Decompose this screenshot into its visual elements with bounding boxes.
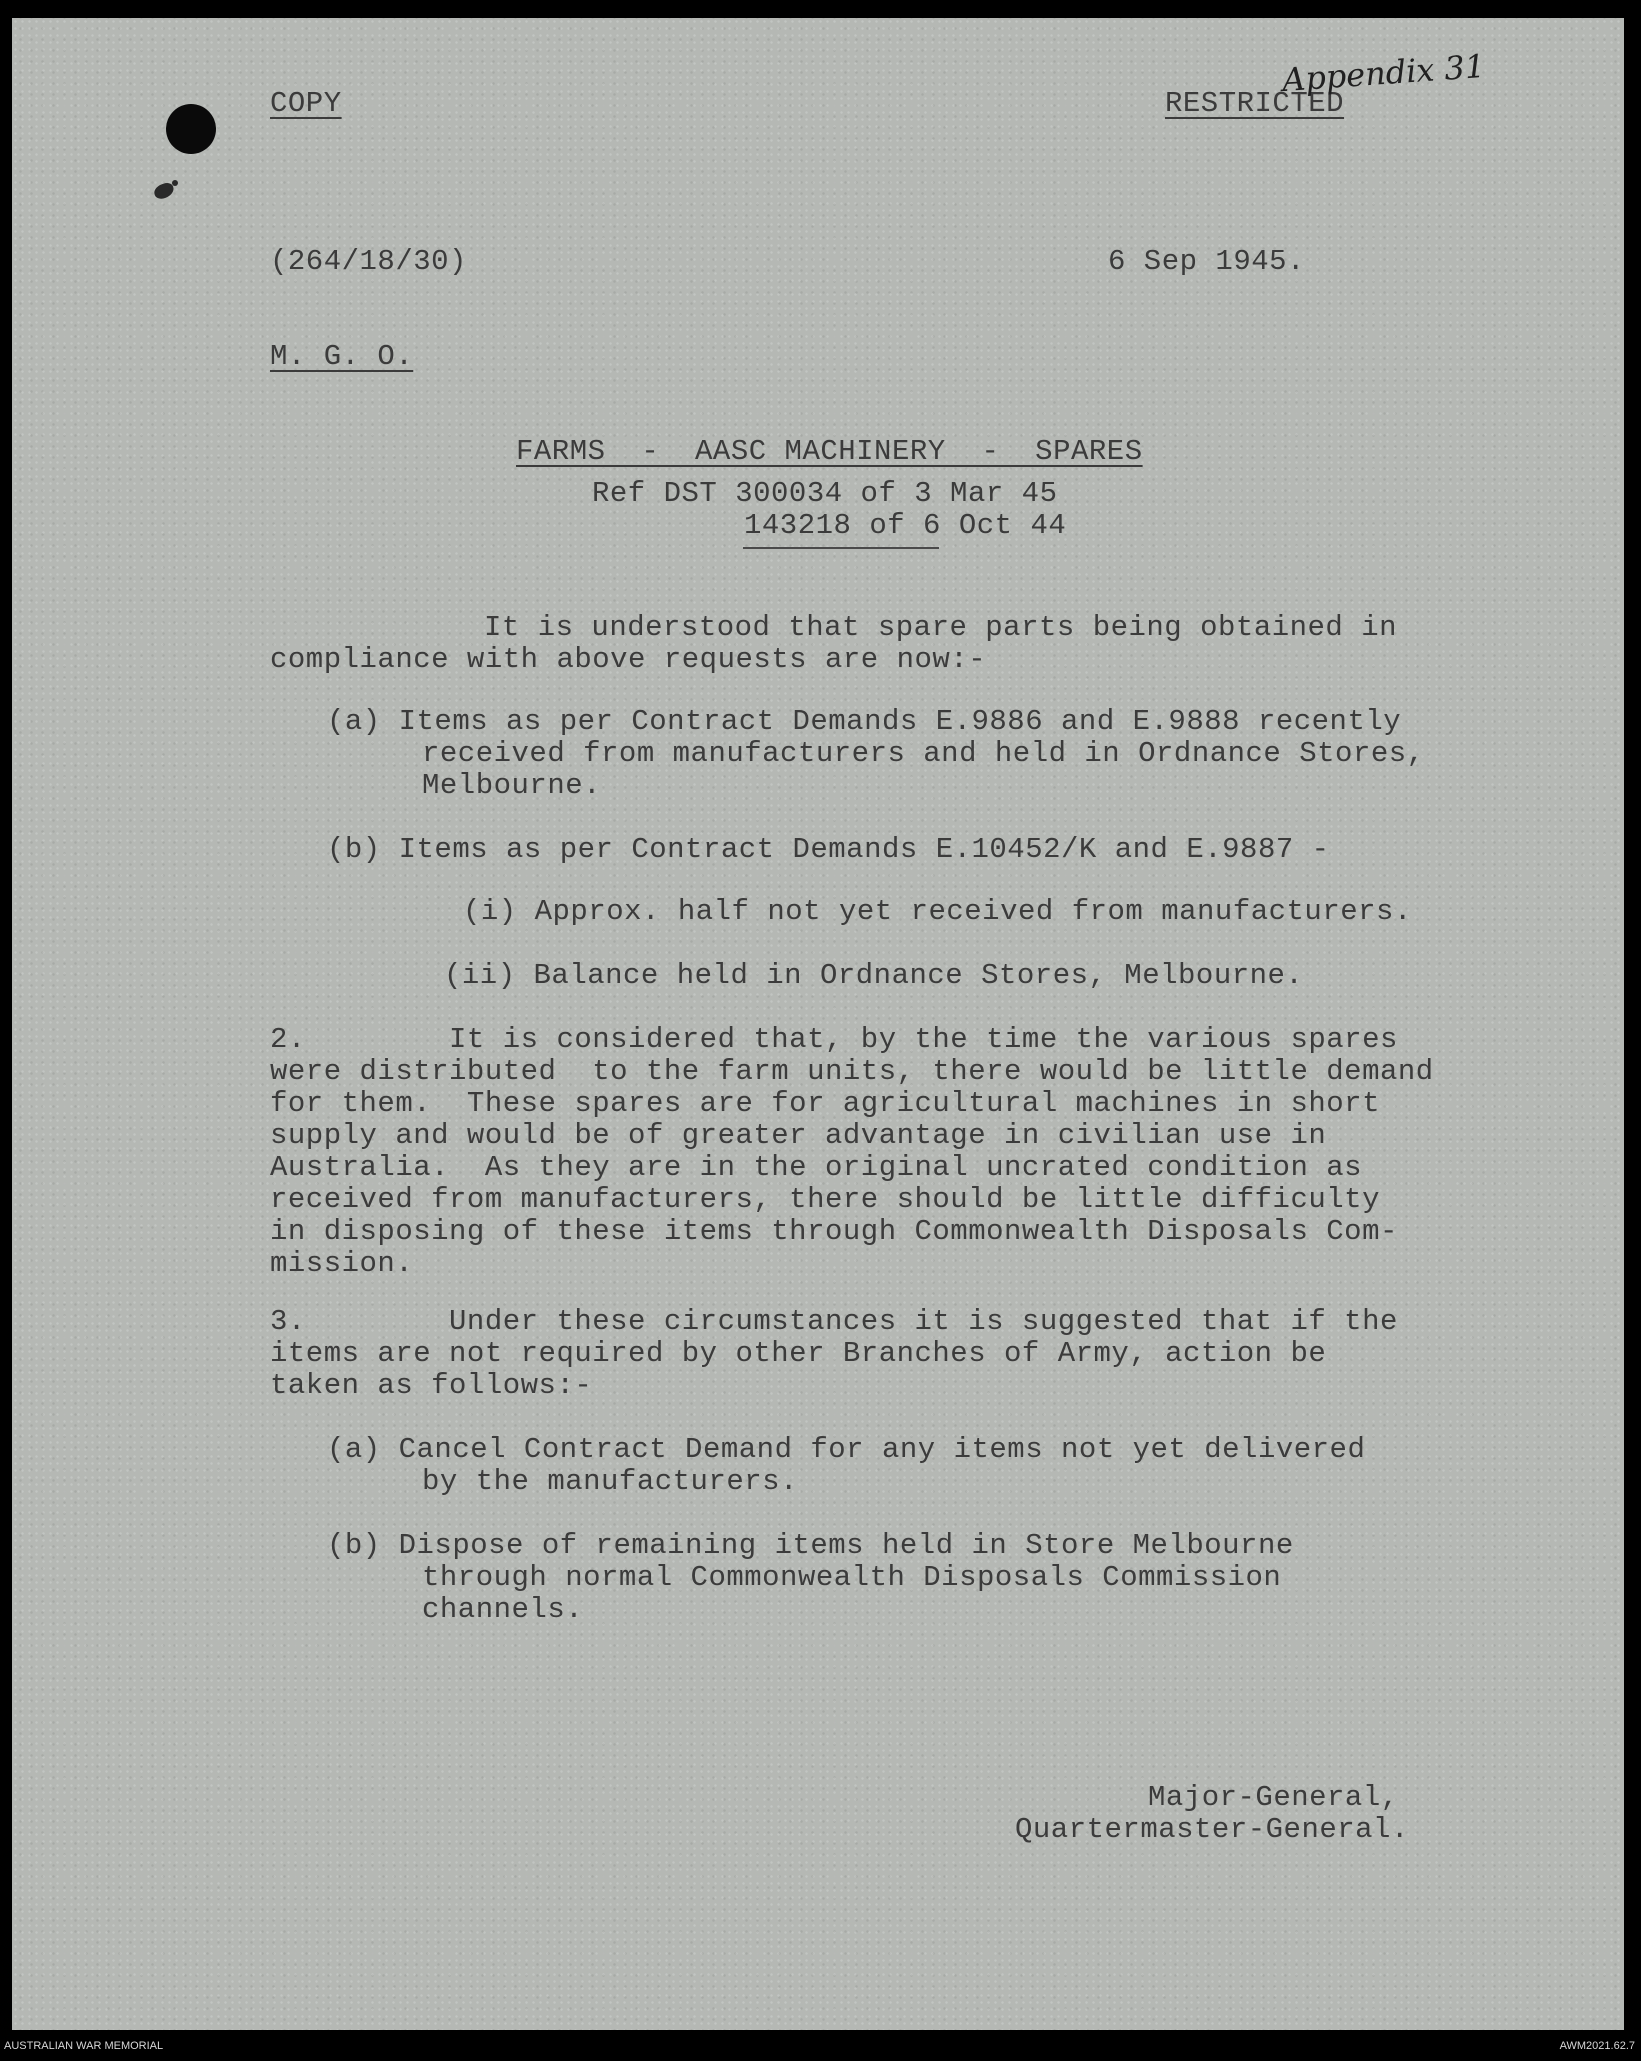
archive-name: AUSTRALIAN WAR MEMORIAL bbox=[4, 2040, 164, 2052]
para1-line1: It is understood that spare parts being obtained in bbox=[484, 611, 1398, 644]
para2-line7: in disposing of these items through Commonwealth Disposals Com- bbox=[270, 1215, 1398, 1248]
action-b-line3: channels. bbox=[422, 1593, 584, 1626]
action-b-line1: (b) Dispose of remaining items held in Store Melbourne bbox=[327, 1529, 1294, 1562]
copy-label: COPY bbox=[270, 87, 342, 120]
para2-line3: for them. These spares are for agricultural machines in short bbox=[270, 1087, 1380, 1120]
para3-line3: taken as follows:- bbox=[270, 1369, 593, 1402]
addressee: M. G. O. bbox=[270, 340, 414, 373]
para2-line8: mission. bbox=[270, 1247, 414, 1280]
signature-appointment: Quartermaster-General. bbox=[1015, 1813, 1409, 1846]
item-a-line2: received from manufacturers and held in Ordnance Stores, bbox=[422, 737, 1425, 770]
ink-smudge-dot bbox=[172, 180, 178, 186]
action-a-line1: (a) Cancel Contract Demand for any items not yet delivered bbox=[327, 1433, 1366, 1466]
subject-ref-2: 143218 of 6 Oct 44 bbox=[744, 509, 1067, 542]
item-a-line1: (a) Items as per Contract Demands E.9886 and E.9888 recently bbox=[327, 705, 1402, 738]
archive-item-number: AWM2021.62.7 bbox=[1559, 2040, 1635, 2052]
subject-title: FARMS - AASC MACHINERY - SPARES bbox=[516, 435, 1143, 468]
para2-line4: supply and would be of greater advantage in civilian use in bbox=[270, 1119, 1327, 1152]
item-b-line1: (b) Items as per Contract Demands E.10452/K and E.9887 - bbox=[327, 833, 1330, 866]
para3-line1: 3. Under these circumstances it is suggested that if the bbox=[270, 1305, 1398, 1338]
para2-line5: Australia. As they are in the original uncrated condition as bbox=[270, 1151, 1363, 1184]
para3-line2: items are not required by other Branches of Army, action be bbox=[270, 1337, 1327, 1370]
item-a-line3: Melbourne. bbox=[422, 769, 602, 802]
classification-label: RESTRICTED bbox=[1165, 87, 1345, 120]
subject-ref-underline bbox=[743, 547, 939, 549]
subject-ref-1: Ref DST 300034 of 3 Mar 45 bbox=[592, 477, 1058, 510]
para1-line2: compliance with above requests are now:- bbox=[270, 643, 987, 676]
para2-line1: 2. It is considered that, by the time the various spares bbox=[270, 1023, 1398, 1056]
item-b-ii: (ii) Balance held in Ordnance Stores, Melbourne. bbox=[444, 959, 1304, 992]
action-a-line2: by the manufacturers. bbox=[422, 1465, 798, 1498]
handwritten-annotation: Appendix 31 bbox=[1280, 46, 1487, 100]
item-b-i: (i) Approx. half not yet received from manufacturers. bbox=[463, 895, 1412, 928]
para2-line2: were distributed to the farm units, there would be little demand bbox=[270, 1055, 1434, 1088]
action-b-line2: through normal Commonwealth Disposals Commission bbox=[422, 1561, 1282, 1594]
signature-rank: Major-General, bbox=[1148, 1781, 1399, 1814]
document-date: 6 Sep 1945. bbox=[1108, 245, 1305, 278]
para2-line6: received from manufacturers, there should be little difficulty bbox=[270, 1183, 1380, 1216]
punch-hole bbox=[166, 104, 216, 154]
file-reference: (264/18/30) bbox=[270, 245, 467, 278]
